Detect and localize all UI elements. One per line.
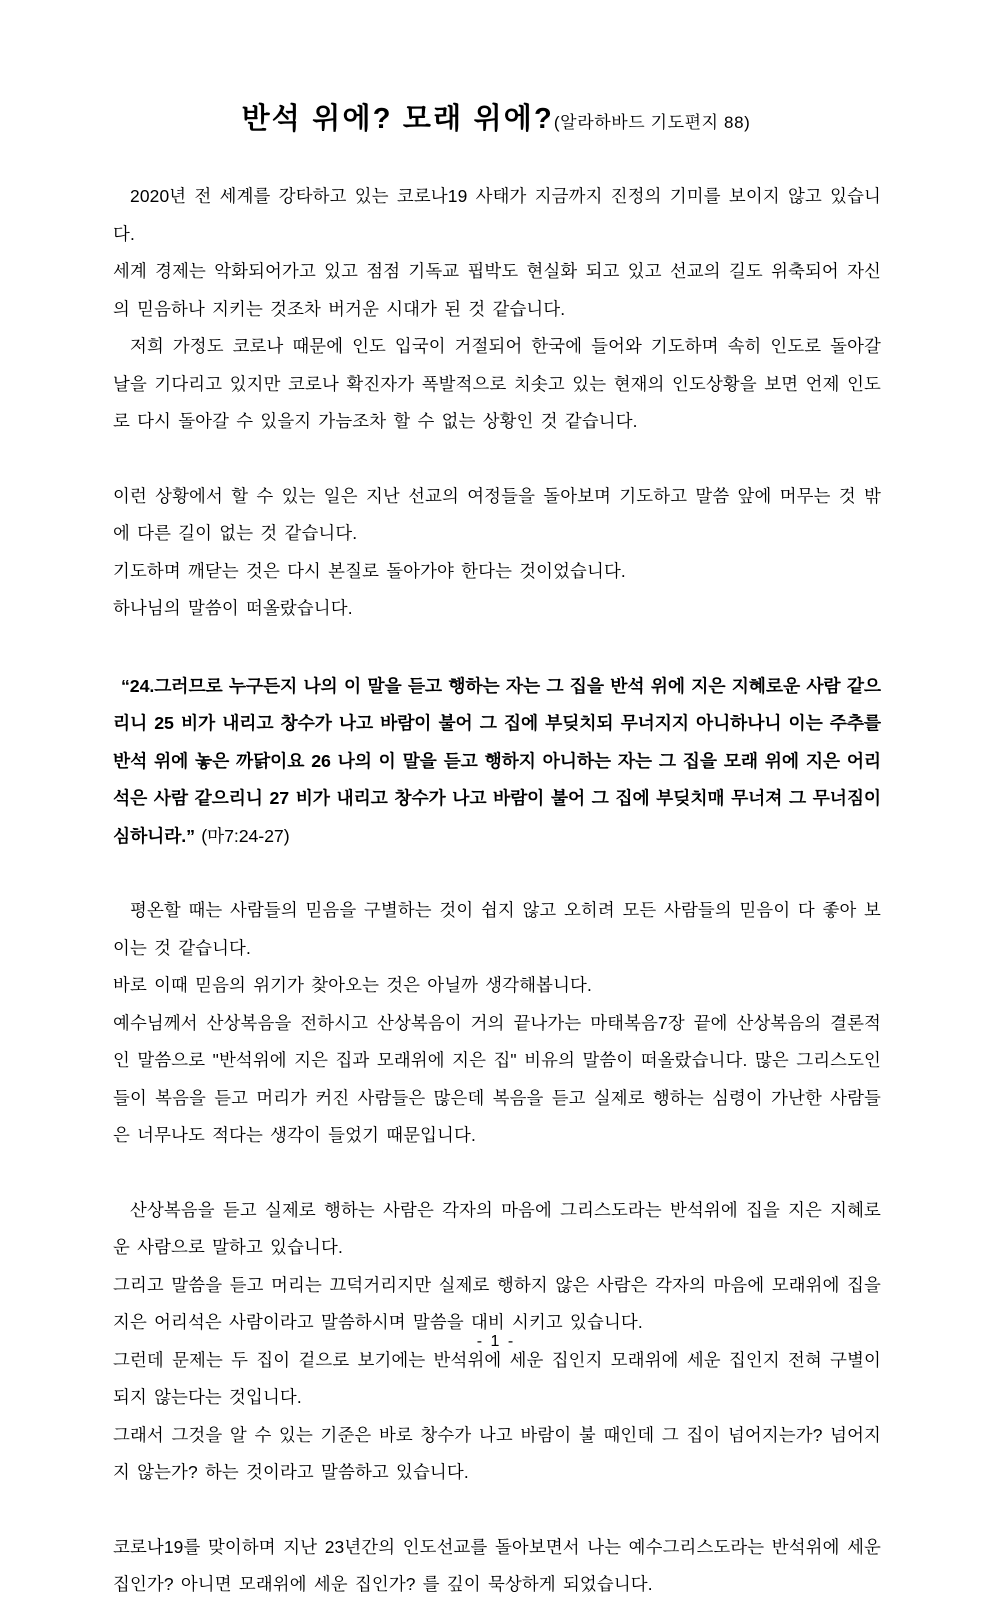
paragraph-12: 그런데 문제는 두 집이 겉으로 보기에는 반석위에 세운 집인지 모래위에 세운 집인지 전혀 구별이 되지 않는다는 것입니다. xyxy=(113,1349,881,1407)
scripture-text: “24.그러므로 누구든지 나의 이 말을 듣고 행하는 자는 그 집을 반석 위에 지은 지혜로운 사람 같으리니 25 비가 내리고 창수가 나고 바람이 불어 그 집에 부딪치되 무너지지 아니하나니 이는 주추를 반석 위에 놓은 까닭이요 26 나의 이 말을 듣고 행하지 아니하는 자는 그 집을 모래 위에 지은 어리석은 사람 같으리니 27 비가 내리고 창수가 나고 바람이 불어 그 집에 부딪치매 무너져 그 무너짐이 심하니라.” xyxy=(113,675,881,846)
paragraph-7: 평온할 때는 사람들의 믿음을 구별하는 것이 쉽지 않고 오히려 모든 사람들의 믿음이 다 좋아 보이는 것 같습니다. xyxy=(113,900,881,958)
page-number-footer: - 1 - xyxy=(476,1333,516,1350)
paragraph-6: 하나님의 말씀이 떠올랐습니다. xyxy=(113,598,353,618)
paragraph-10: 산상복음을 듣고 실제로 행하는 사람은 각자의 마음에 그리스도라는 반석위에 집을 지은 지혜로운 사람으로 말하고 있습니다. xyxy=(113,1199,881,1257)
paragraph-8: 바로 이때 믿음의 위기가 찾아오는 것은 아닐까 생각해봅니다. xyxy=(113,975,592,995)
document-header xyxy=(0,96,992,137)
scripture-quote xyxy=(113,668,881,856)
paragraph-spacer-1 xyxy=(113,441,881,478)
paragraph-5: 기도하며 깨닫는 것은 다시 본질로 돌아가야 한다는 것이었습니다. xyxy=(113,560,626,581)
paragraph-11: 그리고 말씀을 듣고 머리는 끄덕거리지만 실제로 행하지 않은 사람은 각자의 마음에 모래위에 집을 지은 어리석은 사람이라고 말씀하시며 말씀을 대비 시키고 있습니다. xyxy=(113,1274,881,1332)
paragraph-4: 이런 상황에서 할 수 있는 일은 지난 선교의 여정들을 돌아보며 기도하고 말씀 앞에 머무는 것 밖에 다른 길이 없는 것 같습니다. xyxy=(113,485,881,543)
paragraph-spacer-4 xyxy=(113,1155,881,1192)
document-body xyxy=(113,178,881,1604)
scripture-reference: (마7:24-27) xyxy=(201,825,290,846)
paragraph-9: 예수님께서 산상복음을 전하시고 산상복음이 거의 끝나가는 마태복음7장 끝에 산상복음의 결론적인 말씀으로 "반석위에 지은 집과 모래위에 지은 집" 비유의 말씀이 떠올랐습니다. 많은 그리스도인들이 복음을 듣고 머리가 커진 사람들은 많은데 복음을 듣고 실제로 행하는 심령이 가난한 사람들은 너무나도 적다는 생각이 들었기 때문입니다. xyxy=(113,1012,881,1145)
paragraph-14: 코로나19를 맞이하며 지난 23년간의 인도선교를 돌아보면서 나는 예수그리스도라는 반석위에 세운 집인가? 아니면 모래위에 세운 집인가? 를 깊이 묵상하게 되었습니다. xyxy=(113,1536,881,1594)
paragraph-13: 그래서 그것을 알 수 있는 기준은 바로 창수가 나고 바람이 불 때인데 그 집이 넘어지는가? 넘어지지 않는가? 하는 것이라고 말씀하고 있습니다. xyxy=(113,1424,881,1482)
page-subtitle: (알라하바드 기도편지 88) xyxy=(553,113,751,132)
paragraph-spacer-5 xyxy=(113,1492,881,1529)
paragraph-2: 세계 경제는 악화되어가고 있고 점점 기독교 핍박도 현실화 되고 있고 선교의 길도 위축되어 자신의 믿음하나 지키는 것조차 버거운 시대가 된 것 같습니다. xyxy=(113,261,881,319)
paragraph-spacer-3 xyxy=(113,855,881,892)
paragraph-spacer-2 xyxy=(113,628,881,668)
paragraph-1: 2020년 전 세계를 강타하고 있는 코로나19 사태가 지금까지 진정의 기미를 보이지 않고 있습니다. xyxy=(113,186,881,244)
page-title: 반석 위에? 모래 위에? xyxy=(241,103,554,135)
paragraph-3: 저희 가정도 코로나 때문에 인도 입국이 거절되어 한국에 들어와 기도하며 속히 인도로 돌아갈 날을 기다리고 있지만 코로나 확진자가 폭발적으로 치솟고 있는 현재의 인도상황을 보면 언제 인도로 다시 돌아갈 수 있을지 가늠조차 할 수 없는 상황인 것 같습니다. xyxy=(113,336,881,431)
